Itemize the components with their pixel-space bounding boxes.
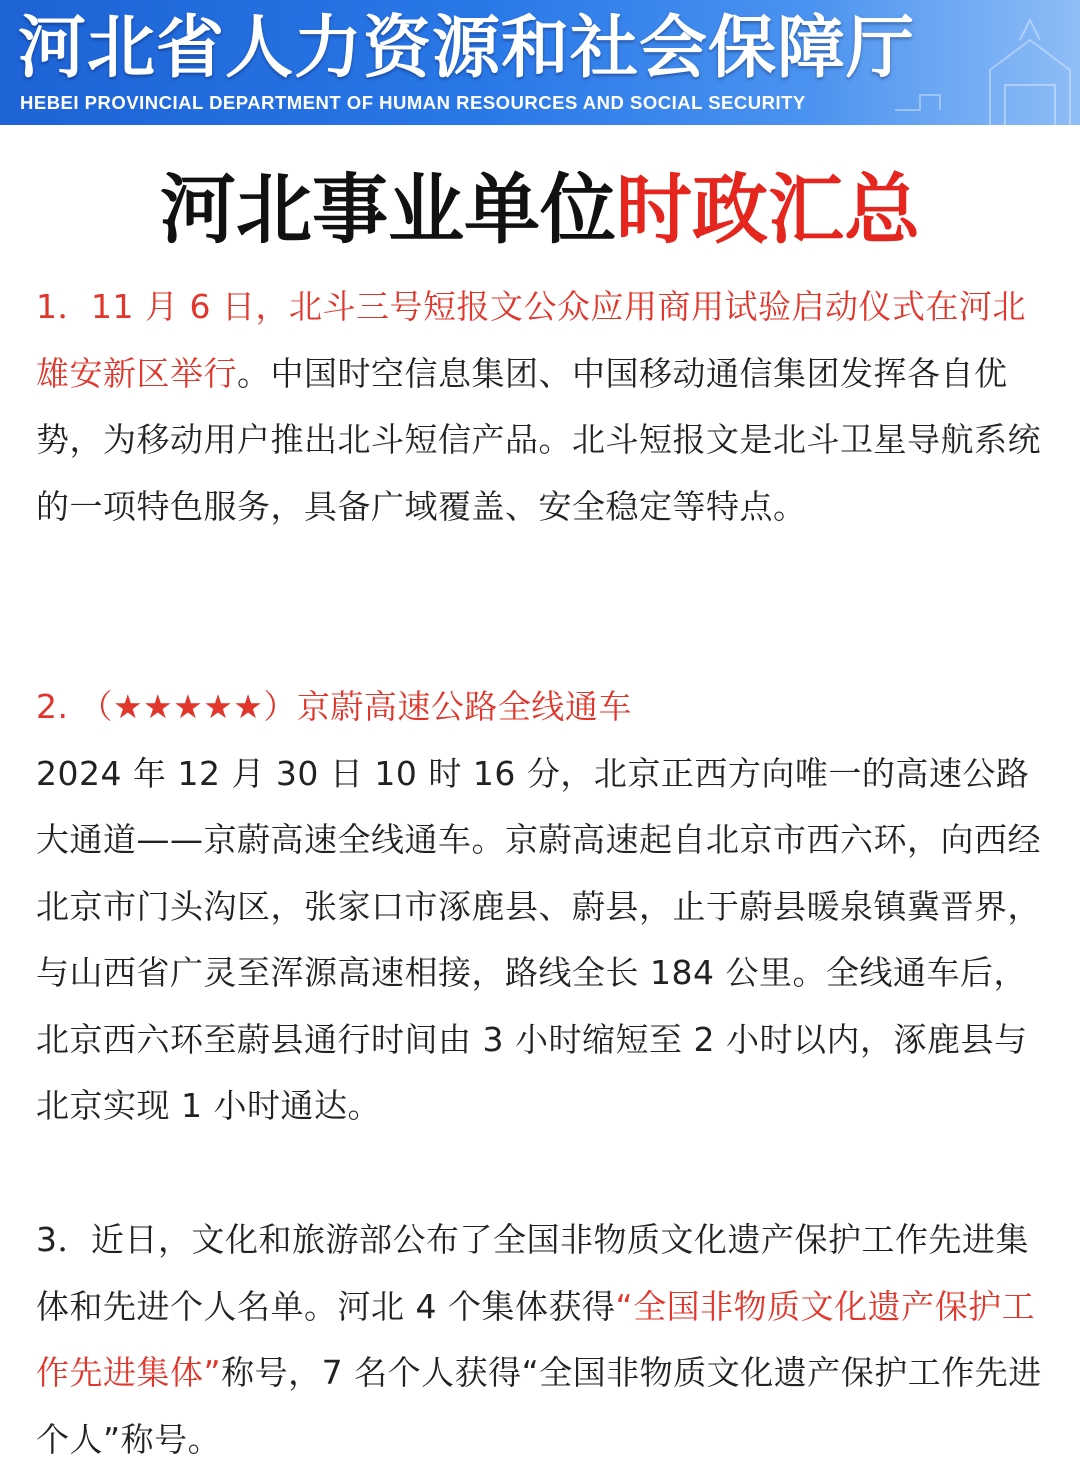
headline-part-1: 河北事业单位 [160, 165, 616, 254]
news-item-3 [36, 1207, 1046, 1473]
banner-subtitle: HEBEI PROVINCIAL DEPARTMENT OF HUMAN RESOURCES AND SOCIAL SECURITY [20, 92, 806, 113]
building-outline-icon [880, 0, 1080, 125]
news-item-3-body-start: 3．近日，文化和旅游部公布了全国非物质文化遗产保护工作先进集体和先进个人名单。河北 4 个集体获得 [36, 1220, 1029, 1326]
news-item-3-body-end: 称号，7 名个人获得“全国非物质文化遗产保护工作先进个人”称号。 [36, 1353, 1042, 1459]
page-headline [0, 160, 1080, 260]
news-item-1-highlight: 1．11 月 6 日，北斗三号短报文公众应用商用试验启动仪式在河北雄安新区举行 [36, 287, 1026, 393]
news-item-2-body: 2024 年 12 月 30 日 10 时 16 分，北京正西方向唯一的高速公路大通道——京蔚高速全线通车。京蔚高速起自北京市西六环，向西经北京市门头沟区，张家口市涿鹿县、蔚县，止于蔚县暖泉镇冀晋界，与山西省广灵至浑源高速相接，路线全长 184 公里。全线通车后，北京西六环至蔚县通行时间由 3 小时缩短至 2 小时以内，涿鹿县与北京实现 1 小时通达。 [36, 753, 1041, 1125]
news-item-2-heading: 2. （★★★★★）京蔚高速公路全线通车 [36, 687, 632, 726]
news-item-3-highlight: “全国非物质文化遗产保护工作先进集体” [36, 1286, 1036, 1392]
news-item-1 [36, 274, 1046, 540]
news-item-1-body: 。中国时空信息集团、中国移动通信集团发挥各自优势，为移动用户推出北斗短信产品。北斗短报文是北斗卫星导航系统的一项特色服务，具备广域覆盖、安全稳定等特点。 [36, 353, 1041, 526]
news-item-2 [36, 674, 1046, 1140]
header-banner [0, 0, 1080, 125]
banner-title: 河北省人力资源和社会保障厅 [18, 9, 916, 88]
headline-part-2: 时政汇总 [616, 165, 920, 254]
